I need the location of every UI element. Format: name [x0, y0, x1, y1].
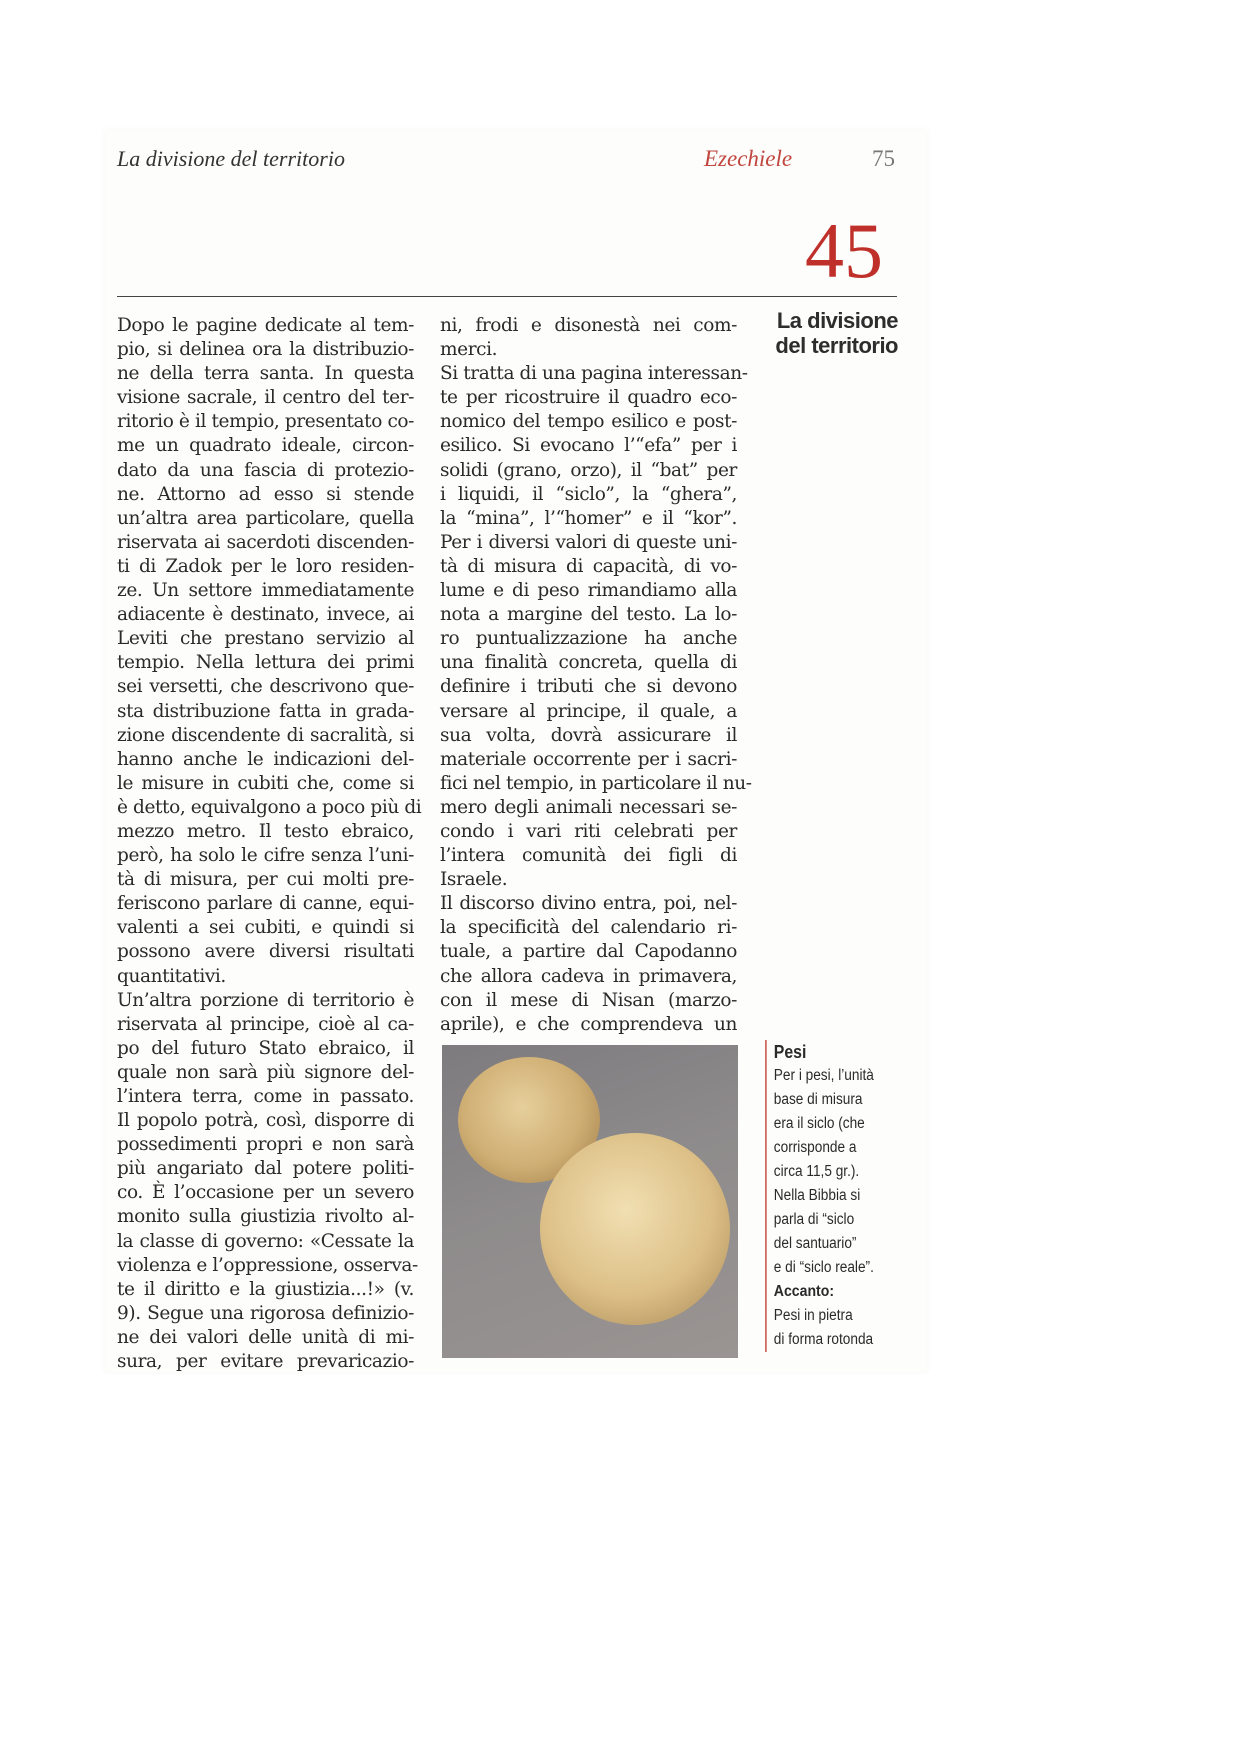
text-line: ze. Un settore immediatamente [117, 580, 414, 602]
caption-line: di forma rotonda [773, 1331, 874, 1348]
text-line: possono avere diversi risultati [117, 941, 414, 963]
text-line: la “mina”, l’“homer” e il “kor”. [440, 507, 737, 529]
text-line: ne dei valori delle unità di mi- [117, 1326, 414, 1348]
margin-note-line: del santuario” [773, 1235, 857, 1252]
text-line: solidi (grano, orzo), il “bat” per [440, 459, 737, 481]
text-line: un’altra area particolare, quella [117, 507, 414, 529]
text-line: sua volta, dovrà assicurare il [440, 724, 737, 746]
margin-note-line: Per i pesi, l’unità [773, 1067, 874, 1084]
text-line: pio, si delinea ora la distribuzio- [117, 339, 414, 361]
chapter-title [760, 308, 898, 358]
text-line: è detto, equivalgono a poco più di [117, 796, 422, 818]
text-line: 9). Segue una rigorosa definizio- [117, 1302, 414, 1324]
text-line: tempio. Nella lettura dei primi [117, 652, 414, 674]
text-line: Il popolo potrà, così, disporre di [117, 1110, 414, 1132]
text-line: ne della terra santa. In questa [117, 363, 414, 385]
text-line: che allora cadeva in primavera, [440, 965, 737, 987]
text-line: mero degli animali necessari se- [440, 796, 737, 818]
text-line: ni, frodi e disonestà nei com- [440, 315, 737, 336]
text-line: tuale, a partire dal Capodanno [440, 941, 737, 963]
text-line: valenti a sei cubiti, e quindi si [117, 917, 414, 939]
text-column-middle [440, 314, 752, 1037]
text-line: sta distribuzione fatta in grada- [117, 700, 414, 722]
text-line: Si tratta di una pagina interessan- [440, 363, 748, 385]
chapter-title-line: del territorio [775, 333, 898, 358]
caption-line: Pesi in pietra [773, 1307, 853, 1324]
margin-note [765, 1040, 897, 1352]
text-line: te il diritto e la giustizia...!» (v. [117, 1278, 414, 1300]
text-line: la classe di governo: «Cessate la [117, 1230, 414, 1252]
stone-weight-large [540, 1133, 730, 1325]
margin-note-line: circa 11,5 gr.). [773, 1163, 860, 1180]
text-line: sei versetti, che descrivono que- [117, 676, 414, 698]
margin-note-line: Nella Bibbia si [773, 1187, 861, 1204]
margin-note-title: Pesi [773, 1042, 807, 1062]
text-line: versare al principe, il quale, a [440, 700, 737, 722]
text-line: tà di misura di capacità, di vo- [440, 555, 737, 577]
text-line: definire i tributi che si devono [440, 676, 737, 698]
text-line: me un quadrato ideale, circon- [117, 435, 414, 457]
page-number: 75 [872, 146, 895, 171]
text-line: tà di misura, per cui molti pre- [117, 869, 414, 891]
text-line: feriscono parlare di canne, equi- [117, 893, 414, 915]
paragraph [440, 362, 752, 892]
paragraph [117, 989, 418, 1375]
text-line: Dopo le pagine dedicate al tem- [117, 315, 414, 336]
margin-note-line: era il siclo (che [773, 1115, 865, 1132]
text-line: lume e di peso rimandiamo alla [440, 580, 737, 602]
margin-note-line: parla di “siclo [773, 1211, 855, 1228]
text-line: monito sulla giustizia rivolto al- [117, 1206, 414, 1228]
chapter-number: 45 [805, 207, 883, 294]
text-line: co. È l’occasione per un severo [117, 1182, 414, 1204]
text-line: Leviti che prestano servizio al [117, 628, 414, 650]
text-line: la specificità del calendario ri- [440, 917, 737, 939]
text-line: ne. Attorno ad esso si stende [117, 483, 414, 505]
header-rule [117, 296, 897, 297]
text-line: dato da una fascia di protezio- [117, 459, 414, 481]
chapter-title-line: La divisione [776, 308, 898, 333]
paragraph [117, 314, 422, 989]
text-line: ritorio è il tempio, presentato co- [117, 411, 414, 433]
text-line: Un’altra porzione di territorio è [117, 989, 414, 1011]
paragraph [440, 314, 737, 362]
text-line: adiacente è destinato, invece, ai [117, 604, 414, 626]
text-line: Israele. [440, 869, 508, 891]
margin-note-line: base di misura [773, 1091, 863, 1108]
text-line: fici nel tempio, in particolare il nu- [440, 772, 752, 794]
text-line: condo i vari riti celebrati per [440, 820, 737, 842]
text-line: merci. [440, 339, 498, 361]
text-line: mezzo metro. Il testo ebraico, [117, 820, 414, 842]
text-line: riservata al principe, cioè al ca- [117, 1013, 414, 1035]
text-line: le misure in cubiti che, come si [117, 772, 414, 794]
text-line: quale non sarà più signore del- [117, 1061, 414, 1083]
text-line: materiale occorrente per i sacri- [440, 748, 737, 770]
paragraph [440, 892, 737, 1037]
text-line: ti di Zadok per le loro residen- [117, 555, 414, 577]
text-line: i liquidi, il “siclo”, la “ghera”, [440, 483, 737, 505]
text-line: riservata ai sacerdoti discenden- [117, 531, 414, 553]
text-line: aprile), e che comprendeva un [440, 1013, 737, 1035]
text-line: nota a margine del testo. La lo- [440, 604, 737, 626]
photo-stone-weights [442, 1045, 738, 1358]
margin-note-line: e di “siclo reale”. [773, 1259, 874, 1276]
running-title: La divisione del territorio [117, 146, 345, 171]
text-line: esilico. Si evocano l’“efa” per i [440, 435, 737, 457]
text-line: te per ricostruire il quadro eco- [440, 387, 737, 409]
text-line: però, ha solo le cifre senza l’uni- [117, 845, 414, 867]
text-line: Il discorso divino entra, poi, nel- [440, 893, 737, 915]
text-line: sura, per evitare prevaricazio- [117, 1351, 414, 1373]
text-line: zione discendente di sacralità, si [117, 724, 414, 746]
text-line: Per i diversi valori di queste uni- [440, 531, 737, 553]
text-line: con il mese di Nisan (marzo- [440, 989, 737, 1011]
text-line: ro puntualizzazione ha anche [440, 628, 737, 650]
text-line: nomico del tempo esilico e post- [440, 411, 737, 433]
margin-note-line: corrisponde a [773, 1139, 857, 1156]
text-line: più angariato dal potere politi- [117, 1158, 414, 1180]
text-column-left [117, 314, 422, 1374]
running-book-title: Ezechiele [704, 146, 793, 171]
text-line: quantitativi. [117, 965, 226, 987]
caption-title: Accanto: [773, 1283, 835, 1300]
text-line: po del futuro Stato ebraico, il [117, 1037, 414, 1059]
text-line: hanno anche le indicazioni del- [117, 748, 414, 770]
text-line: visione sacrale, il centro del ter- [117, 387, 414, 409]
text-line: violenza e l’oppressione, osserva- [117, 1254, 418, 1276]
text-line: l’intera comunità dei figli di [440, 845, 737, 867]
text-line: l’intera terra, come in passato. [117, 1086, 414, 1107]
text-line: possedimenti propri e non sarà [117, 1134, 414, 1156]
text-line: una finalità concreta, quella di [440, 652, 737, 674]
